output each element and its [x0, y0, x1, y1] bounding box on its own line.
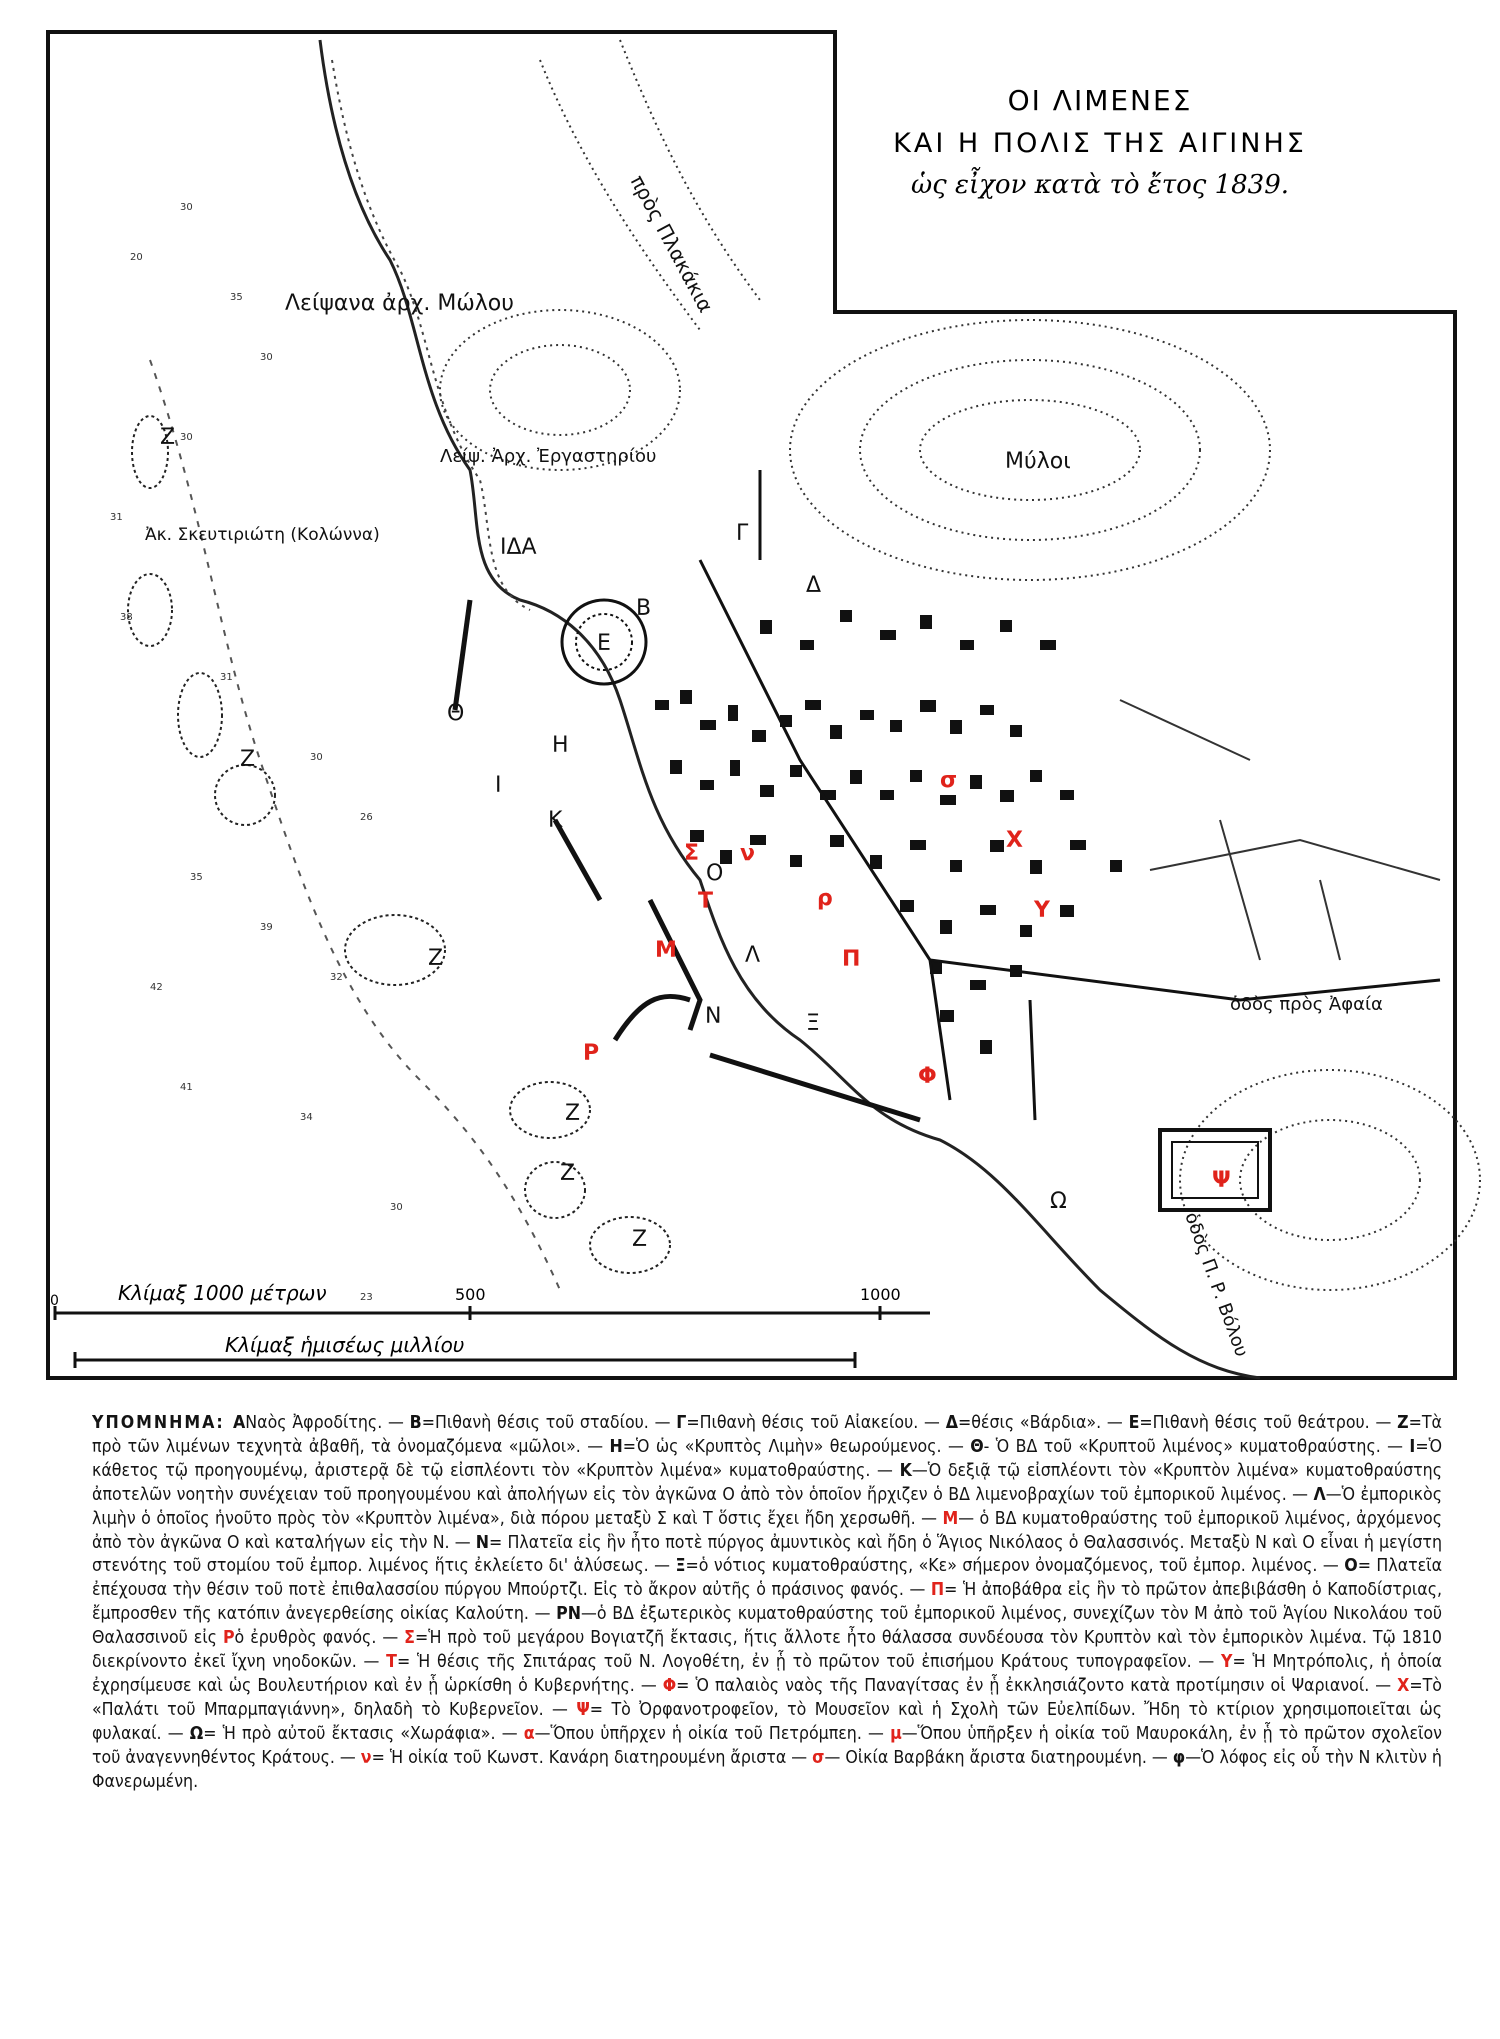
- label-mylosi: Μύλοι: [1005, 449, 1071, 474]
- label-pros-plakakia: πρὸς Πλακάκια: [625, 171, 719, 317]
- letter-Z4: Ζ: [565, 1101, 581, 1126]
- legend-key: Ι: [1409, 1436, 1416, 1457]
- svg-text:31: 31: [110, 512, 123, 523]
- red-tau: Τ: [698, 889, 714, 914]
- scale-bars: [50, 1281, 930, 1368]
- legend-key: Λ: [1313, 1484, 1326, 1505]
- legend-text: —ὁ ΒΔ ἐξωτερικὸς κυματοθραύστης τοῦ ἐμπορικοῦ λιμένος, συνεχίζων τὸν Μ ἀπὸ τοῦ Ἁγίου Νικολάου τοῦ Θαλασσινοῦ εἰς: [92, 1604, 1442, 1649]
- legend-key: Ψ: [576, 1699, 590, 1720]
- legend-text: = Ἡ Μητρόπολις, ἡ ὁποία ἐχρησίμευσε καὶ ὡς Βουλευτήριον καὶ ἐν ᾗ ὡρκίσθη ὁ Κυβερνήτης. —: [92, 1652, 1442, 1696]
- legend-key: Ο: [1344, 1556, 1358, 1577]
- legend-key: Ε: [1128, 1413, 1140, 1433]
- letter-N: Ν: [705, 1004, 722, 1029]
- legend-key: Υ: [1221, 1652, 1233, 1673]
- svg-text:35: 35: [230, 292, 243, 303]
- legend-text: = Πλατεῖα εἰς ἣν ἦτο ποτὲ πύργος ἀμυντικὸς καὶ ἤδη ὁ Ἅγιος Νικόλαος ὁ Θαλασσινός. Μεταξὺ Ν καὶ Ο εἶναι ἡ μεγίστη στενότης τοῦ στομίου τοῦ ἐμπορ. λιμένος ἥτις ἐκλείετο δι' ἁλύσεως. —: [92, 1532, 1442, 1577]
- letter-I: Ι: [495, 773, 502, 798]
- red-M: Μ: [655, 938, 677, 963]
- letter-H: Η: [552, 733, 569, 758]
- legend-text: = Ἡ πρὸ αὐτοῦ ἔκτασις «Χωράφια». —: [203, 1723, 524, 1744]
- label-kolonna: Ἀκ. Σκευτιριώτη (Κολώννα): [145, 525, 380, 545]
- red-sigma-small: σ: [940, 768, 958, 793]
- svg-text:39: 39: [260, 922, 273, 933]
- legend-key: Ζ: [1397, 1413, 1409, 1433]
- legend-text: Ναὸς Ἀφροδίτης. —: [245, 1413, 410, 1433]
- legend-key: Σ: [404, 1628, 415, 1649]
- letter-L: Λ: [745, 943, 761, 968]
- legend-text: — Οἰκία Βαρβάκη ἄριστα διατηρουμένη. —: [824, 1747, 1173, 1768]
- map-title-line1: ΟΙ ΛΙΜΕΝΕΣ: [1007, 84, 1193, 117]
- legend-key: Δ: [945, 1413, 958, 1433]
- label-leip-arch-ergasteriou: Λείψ. Ἀρχ. Ἐργαστηρίου: [440, 446, 657, 467]
- scale-1000: 1000: [860, 1285, 901, 1304]
- letter-Om: Ω: [1050, 1189, 1067, 1214]
- map-title-line3: ὡς εἶχον κατὰ τὸ ἔτος 1839.: [910, 170, 1290, 200]
- legend-key: Χ: [1397, 1675, 1410, 1696]
- legend-text: —Ὁ ἐμπορικὸς λιμὴν ὁ ὁποῖος ἡνοῦτο πρὸς τὸν «Κρυπτὸν λιμένα», διὰ πόρου μεταξὺ Σ καὶ Τ ὅστις ἔχει ἤδη χερσωθῆ. —: [92, 1484, 1442, 1529]
- legend-key: Ν: [475, 1532, 490, 1553]
- depth-soundings: [110, 202, 403, 1303]
- legend-text: —Ὁ λόφος εἰς οὗ τὴν Ν κλιτὺν ἡ Φανερωμένη.: [92, 1747, 1442, 1792]
- red-nu: ν: [740, 841, 755, 866]
- legend-key: φ: [1172, 1747, 1186, 1768]
- red-chi: Χ: [1006, 828, 1023, 853]
- letter-B: Β: [636, 596, 652, 621]
- red-sigma: Σ: [684, 841, 700, 866]
- letter-Z2: Ζ: [240, 747, 256, 772]
- legend-text: =ὁ νότιος κυματοθραύστης, «Κε» σήμερον ὀνομαζόμενος, τοῦ ἐμπορ. λιμένος. —: [685, 1556, 1345, 1577]
- legend-key: Φ: [662, 1675, 677, 1696]
- legend-key: μ: [890, 1723, 902, 1744]
- legend-key: Ω: [189, 1723, 204, 1744]
- legend-key: Γ: [676, 1413, 687, 1433]
- letter-Z6: Ζ: [632, 1227, 648, 1252]
- scale-500: 500: [455, 1285, 486, 1304]
- depth-contour: [150, 360, 560, 1290]
- legend-text: —Ὅπου ὑπῆρξεν ἡ οἰκία τοῦ Μαυροκάλη, ἐν ᾗ τὸ πρῶτον σχολεῖον τοῦ ἀναγεννηθέντος Κράτους. —: [92, 1723, 1442, 1768]
- svg-text:23: 23: [360, 1292, 373, 1303]
- legend-text: = Ἡ θέσις τῆς Σπιτάρας τοῦ Ν. Λογοθέτη, ἐν ᾗ τὸ πρῶτον τοῦ ἐπισήμου Κράτους τυπογραφεῖον. —: [396, 1652, 1222, 1673]
- letter-K: Κ: [548, 808, 563, 833]
- map-title-line2: ΚΑΙ Η ΠΟΛΙΣ ΤΗΣ ΑΙΓΙΝΗΣ: [893, 128, 1307, 159]
- legend-text: =Ἡ πρὸ τοῦ μεγάρου Βογιατζῆ ἔκτασις, ἥτις ἄλλοτε ἦτο θάλασσα συνδέουσα τὸν Κρυπτὸν καὶ τὸν ἐμπορικὸν λιμένα. Τῷ 1810 διεκρίνοντο ἐκεῖ ἴχνη νηοδοκῶν. —: [92, 1628, 1442, 1673]
- letter-D: Δ: [806, 573, 822, 598]
- legend-text: =Ὁ ὡς «Κρυπτὸς Λιμὴν» θεωρούμενος. —: [622, 1436, 971, 1457]
- legend-key: ΡΝ: [556, 1604, 581, 1625]
- legend-text: = Τὸ Ὀρφανοτροφεῖον, τὸ Μουσεῖον καὶ ἡ Σχολὴ τῶν Εὐελπίδων. Ἤδη τὸ κτίριον χρησιμοποιεῖται ὡς φυλακαί. —: [92, 1699, 1442, 1744]
- legend-key: σ: [812, 1747, 825, 1768]
- legend-key: Θ: [970, 1436, 984, 1457]
- legend-text: = Ὁ παλαιὸς ναὸς τῆς Παναγίτσας ἐν ᾗ ἐκκλησιάζοντο κατὰ προτίμησιν οἱ Ψαριανοί. —: [676, 1675, 1398, 1696]
- legend-text: =Πιθανὴ θέσις τοῦ Αἰακείου. —: [686, 1413, 946, 1433]
- svg-text:31: 31: [220, 672, 233, 683]
- svg-text:38: 38: [120, 612, 133, 623]
- legend-text: =Τὸ «Παλάτι τοῦ Μπαρμπαγιάννη», δηλαδὴ τὸ Κυβερνεῖον. —: [92, 1675, 1442, 1720]
- letter-Z5: Ζ: [560, 1161, 576, 1186]
- svg-text:34: 34: [300, 1112, 313, 1123]
- legend-text: = Πλατεῖα ἐπέχουσα τὴν θέσιν τοῦ ποτὲ ἐπιθαλασσίου πύργου Μπούρτζι. Εἰς τὸ ἄκρον αὐτῆς ὁ πράσινος φανός. —: [92, 1556, 1442, 1601]
- red-letters: [583, 768, 1231, 1193]
- legend-key: Η: [609, 1436, 623, 1457]
- legend-key: Π: [930, 1580, 945, 1601]
- legend-key: Τ: [386, 1652, 397, 1673]
- hill-contours: [440, 40, 1480, 1290]
- legend-text: —Ὁ δεξιᾷ τῷ εἰσπλέοντι τὸν «Κρυπτὸν λιμένα» κυματοθραύστης ἀποτελῶν νοητὴν συνέχειαν τοῦ προηγουμένου καὶ ἀπολήγων εἰς τὸν ἀγκῶνα Ο ἀπὸ τὸν ὁποῖον ἤρχιζεν ὁ ΒΔ λιμενοβραχίων τοῦ ἐμπορικοῦ λιμένος. —: [92, 1460, 1442, 1505]
- svg-text:30: 30: [310, 752, 323, 763]
- svg-text:26: 26: [360, 812, 373, 823]
- letter-Xi: Ξ: [806, 1011, 820, 1036]
- svg-text:42: 42: [150, 982, 163, 993]
- letter-G: Γ: [736, 521, 749, 546]
- legend-text: =Τὰ πρὸ τῶν λιμένων τεχνητὰ ἀβαθῆ, τὰ ὀνομαζόμενα «μῶλοι». —: [92, 1413, 1442, 1457]
- svg-text:35: 35: [190, 872, 203, 883]
- legend-heading: ΥΠΟΜΝΗΜΑ:: [92, 1413, 234, 1433]
- scale-metres-label: Κλίμαξ 1000 μέτρων: [118, 1281, 327, 1305]
- red-phi: Φ: [918, 1064, 937, 1089]
- letter-Th: Θ: [447, 701, 465, 726]
- legend-key: Κ: [899, 1460, 912, 1481]
- legend-key: Ρ: [222, 1628, 235, 1649]
- svg-text:30: 30: [180, 202, 193, 213]
- svg-text:20: 20: [130, 252, 143, 263]
- svg-text:30: 30: [390, 1202, 403, 1213]
- legend-key: Β: [409, 1413, 422, 1433]
- scale-0: 0: [50, 1293, 59, 1309]
- map-letters: [160, 425, 1067, 1252]
- letter-O: Ο: [706, 861, 724, 886]
- legend-text: =Ὁ κάθετος τῷ προηγουμένῳ, ἀριστερᾷ δὲ τῷ εἰσπλέοντι τὸν «Κρυπτὸν λιμένα» κυματοθραύστης. —: [92, 1436, 1442, 1481]
- red-P: Ρ: [583, 1041, 600, 1066]
- legend-text: — ὁ ΒΔ κυματοθραύστης τοῦ ἐμπορικοῦ λιμένος, ἀρχόμενος ἀπὸ τὸν ἀγκῶνα Ο καὶ καταλήγων εἰς τὴν Ν. —: [92, 1508, 1442, 1553]
- legend-text: =θέσις «Βάρδια». —: [957, 1413, 1129, 1433]
- map-frame: [48, 32, 1455, 1378]
- letter-A: ΙΔΑ: [500, 535, 537, 560]
- legend-text: = Ἡ οἰκία τοῦ Κωνστ. Κανάρη διατηρουμένη ἄριστα —: [371, 1747, 813, 1768]
- red-rho-small: ρ: [817, 886, 833, 911]
- legend-text: =Πιθανὴ θέσις τοῦ θεάτρου. —: [1139, 1413, 1398, 1433]
- svg-text:32: 32: [330, 972, 343, 983]
- legend-text: ὁ ἐρυθρὸς φανός. —: [234, 1628, 405, 1649]
- red-pi: Π: [842, 947, 861, 972]
- legend-text: = Ἡ ἀποβάθρα εἰς ἣν τὸ πρῶτον ἀπεβιβάσθη ὁ Καποδίστριας, ἔμπροσθεν τῆς κατόπιν ἀνεγερθείσης οἰκίας Καλούτη. —: [92, 1580, 1442, 1625]
- legend-key: ν: [360, 1747, 372, 1768]
- letter-E: Ε: [597, 631, 611, 656]
- label-leipsana-molon: Λείψανα ἀρχ. Μώλου: [285, 291, 514, 316]
- legend-text: =Πιθανὴ θέσις τοῦ σταδίου. —: [421, 1413, 677, 1433]
- legend-key: Α: [233, 1413, 246, 1433]
- legend-key: Ξ: [675, 1556, 686, 1577]
- town-blocks: [655, 610, 1122, 1054]
- svg-text:30: 30: [180, 432, 193, 443]
- field-boundaries: [1120, 700, 1440, 960]
- red-psi: Ψ: [1212, 1168, 1231, 1193]
- letter-Z1: Ζ: [160, 425, 176, 450]
- svg-text:30: 30: [260, 352, 273, 363]
- red-upsilon: Υ: [1034, 898, 1050, 923]
- letter-Z3: Ζ: [428, 946, 444, 971]
- svg-text:41: 41: [180, 1082, 193, 1093]
- legend-text: —Ὅπου ὑπῆρχεν ἡ οἰκία τοῦ Πετρόμπεη. —: [534, 1723, 891, 1744]
- legend: [92, 1412, 1442, 2024]
- scale-half-mile-label: Κλίμαξ ἡμισέως μιλλίου: [225, 1333, 465, 1357]
- label-od-pros-afaia: ὁδὸς πρὸς Ἀφαία: [1230, 994, 1383, 1015]
- legend-text: - Ὁ ΒΔ τοῦ «Κρυπτοῦ λιμένος» κυματοθραύστης. —: [983, 1436, 1410, 1457]
- legend-key: Μ: [942, 1508, 959, 1529]
- label-road-sign: ὁδὸς Π. Ρ. Βόλου: [1180, 1209, 1253, 1360]
- legend-key: α: [523, 1723, 535, 1744]
